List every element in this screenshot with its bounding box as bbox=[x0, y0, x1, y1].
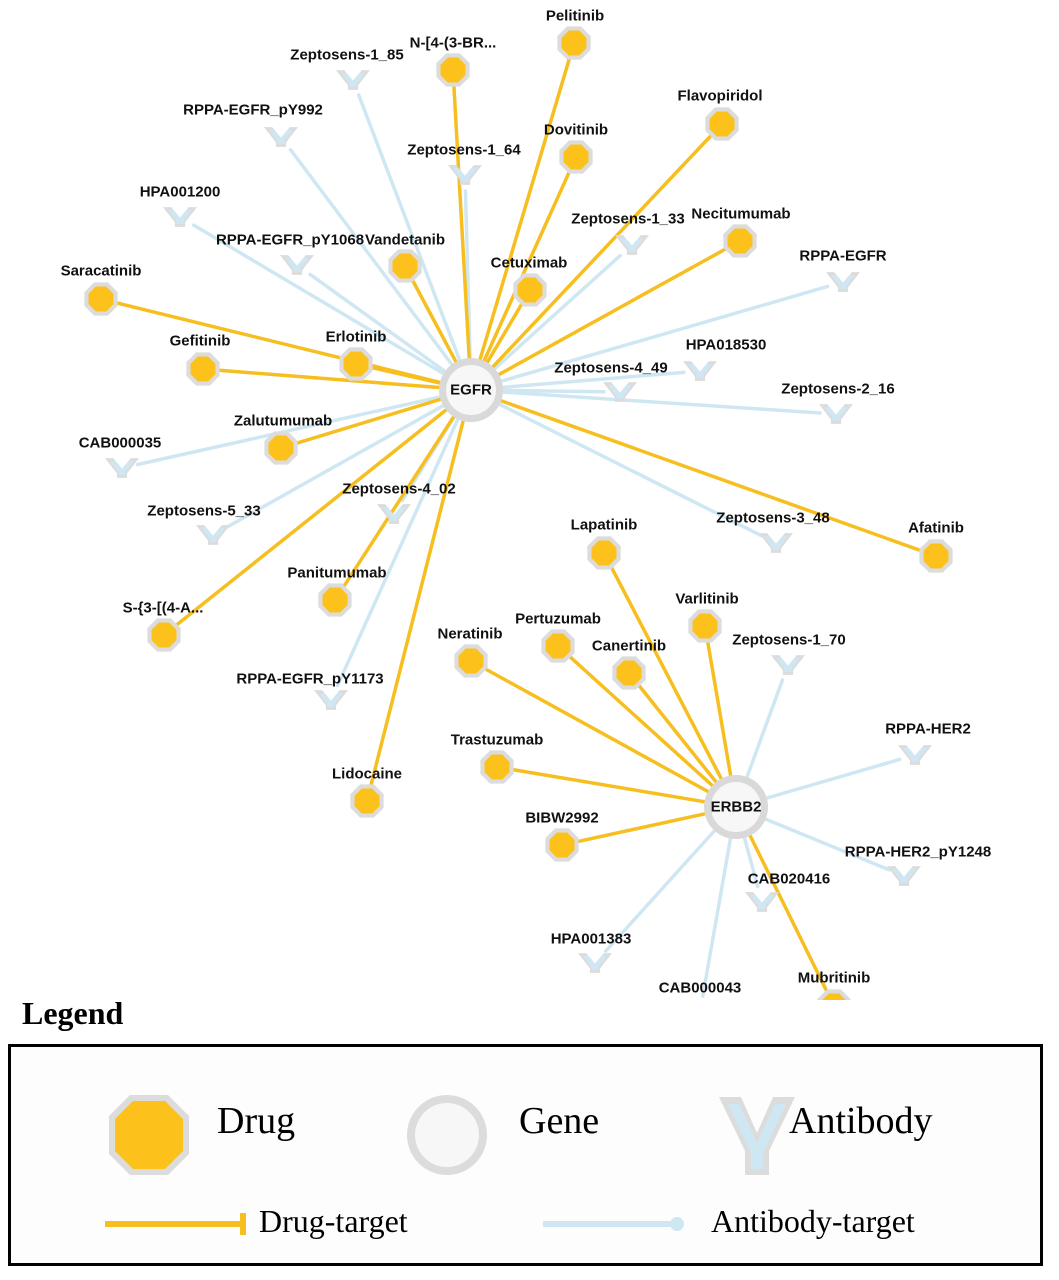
drug-label: Necitumumab bbox=[691, 205, 791, 223]
edge bbox=[764, 818, 889, 870]
edge bbox=[372, 368, 442, 384]
drug-label: Canertinib bbox=[591, 637, 667, 655]
edge bbox=[227, 405, 445, 527]
antibody-label: RPPA-EGFR bbox=[799, 247, 887, 265]
legend-gene-label: Gene bbox=[519, 1100, 600, 1142]
antibody-label: RPPA-HER2_pY1248 bbox=[844, 843, 992, 861]
drug-node[interactable] bbox=[459, 649, 484, 674]
drug-node[interactable] bbox=[617, 661, 642, 686]
drug-label: Lapatinib bbox=[570, 516, 638, 534]
gene-label-egfr: EGFR bbox=[450, 381, 492, 399]
edge bbox=[749, 834, 827, 992]
drug-label: Afatinib bbox=[908, 519, 964, 537]
edge bbox=[500, 286, 828, 381]
antibody-label: Zeptosens-5_33 bbox=[147, 502, 261, 520]
gene-label-erbb2: ERBB2 bbox=[710, 798, 762, 816]
drug-label: Dovitinib bbox=[543, 121, 609, 139]
edge bbox=[338, 417, 459, 685]
edge bbox=[498, 403, 762, 535]
drug-label: Zalutumumab bbox=[233, 412, 333, 430]
drug-node[interactable] bbox=[550, 833, 575, 858]
drug-label: Pertuzumab bbox=[515, 610, 601, 628]
drug-label: Saracatinib bbox=[60, 262, 142, 280]
drug-label: Erlotinib bbox=[325, 328, 387, 346]
antibody-label: CAB000043 bbox=[658, 979, 742, 997]
legend-box bbox=[8, 1044, 1043, 1266]
edge bbox=[703, 837, 731, 997]
legend-drug-icon bbox=[103, 1089, 195, 1186]
legend-gene-icon bbox=[401, 1089, 493, 1186]
drug-node[interactable] bbox=[546, 634, 571, 659]
drug-node[interactable] bbox=[355, 789, 380, 814]
drug-label: Pelitinib bbox=[545, 7, 605, 25]
legend-drug-label: Drug bbox=[217, 1100, 296, 1142]
drug-node[interactable] bbox=[191, 357, 216, 382]
drug-node[interactable] bbox=[269, 436, 294, 461]
drug-node[interactable] bbox=[393, 254, 418, 279]
antibody-label: RPPA-EGFR_pY992 bbox=[183, 101, 323, 119]
antibody-label: Zeptosens-3_48 bbox=[716, 509, 830, 527]
antibody-label: Zeptosens-1_85 bbox=[290, 46, 404, 64]
antibody-label: CAB000035 bbox=[78, 434, 162, 452]
antibody-label: RPPA-HER2 bbox=[885, 720, 971, 738]
drug-node[interactable] bbox=[518, 278, 543, 303]
antibody-label: Zeptosens-1_33 bbox=[571, 210, 685, 228]
drug-node[interactable] bbox=[152, 623, 177, 648]
drug-label: Varlitinib bbox=[675, 590, 739, 608]
drug-label: Trastuzumab bbox=[450, 731, 544, 749]
edge bbox=[639, 686, 717, 784]
drug-node[interactable] bbox=[323, 588, 348, 613]
drug-node[interactable] bbox=[562, 31, 587, 56]
antibody-label: Zeptosens-2_16 bbox=[781, 380, 895, 398]
edge bbox=[765, 759, 900, 798]
edge bbox=[492, 136, 711, 369]
antibody-label: Zeptosens-4_02 bbox=[342, 480, 456, 498]
edge bbox=[344, 415, 455, 586]
drug-label: Vandetanib bbox=[364, 231, 446, 249]
antibody-label: RPPA-EGFR_pY1068 bbox=[215, 231, 365, 249]
drug-label: BIBW2992 bbox=[525, 809, 599, 827]
legend-antibody-label: Antibody bbox=[789, 1100, 933, 1142]
edge bbox=[291, 150, 453, 366]
drug-node[interactable] bbox=[441, 58, 466, 83]
drug-label: Lidocaine bbox=[331, 765, 403, 783]
drug-node[interactable] bbox=[728, 229, 753, 254]
drug-node[interactable] bbox=[592, 541, 617, 566]
antibody-label: HPA001200 bbox=[139, 183, 221, 201]
edge bbox=[501, 392, 820, 413]
legend-antibody-edge-icon bbox=[541, 1209, 691, 1244]
drug-node[interactable] bbox=[485, 755, 510, 780]
drug-label: Flavopiridol bbox=[677, 87, 763, 105]
edge bbox=[310, 274, 447, 372]
antibody-label: HPA018530 bbox=[685, 336, 767, 354]
drug-node[interactable] bbox=[344, 352, 369, 377]
antibody-label: Zeptosens-1_70 bbox=[732, 631, 846, 649]
drug-label: Mubritinib bbox=[797, 969, 871, 987]
antibody-label: Zeptosens-4_49 bbox=[554, 359, 668, 377]
drug-label: Panitumumab bbox=[287, 564, 387, 582]
drug-label: N-[4-(3-BR... bbox=[409, 34, 497, 52]
drug-node[interactable] bbox=[89, 287, 114, 312]
drug-node[interactable] bbox=[710, 112, 735, 137]
antibody-label: Zeptosens-1_64 bbox=[407, 141, 521, 159]
antibody-label: HPA001383 bbox=[550, 930, 632, 948]
edge bbox=[606, 829, 716, 951]
drug-label: S-{3-[(4-A... bbox=[122, 599, 204, 617]
edge bbox=[578, 813, 707, 841]
drug-node[interactable] bbox=[564, 145, 589, 170]
edge bbox=[177, 409, 448, 625]
antibody-label: RPPA-EGFR_pY1173 bbox=[236, 670, 384, 688]
drug-node[interactable] bbox=[693, 614, 718, 639]
edge bbox=[497, 249, 726, 376]
legend-drug-edge-icon bbox=[103, 1209, 253, 1244]
legend-drug-edge-label: Drug-target bbox=[259, 1203, 408, 1239]
drug-label: Neratinib bbox=[437, 625, 503, 643]
drug-node[interactable] bbox=[924, 544, 949, 569]
legend-title: Legend bbox=[22, 995, 124, 1031]
antibody-label: CAB020416 bbox=[747, 870, 831, 888]
legend-antibody-edge-label: Antibody-target bbox=[711, 1203, 915, 1239]
edge bbox=[296, 399, 442, 444]
drug-label: Cetuximab bbox=[490, 254, 568, 272]
edge bbox=[746, 680, 782, 779]
edge bbox=[499, 400, 921, 551]
drug-label: Gefitinib bbox=[169, 332, 231, 350]
